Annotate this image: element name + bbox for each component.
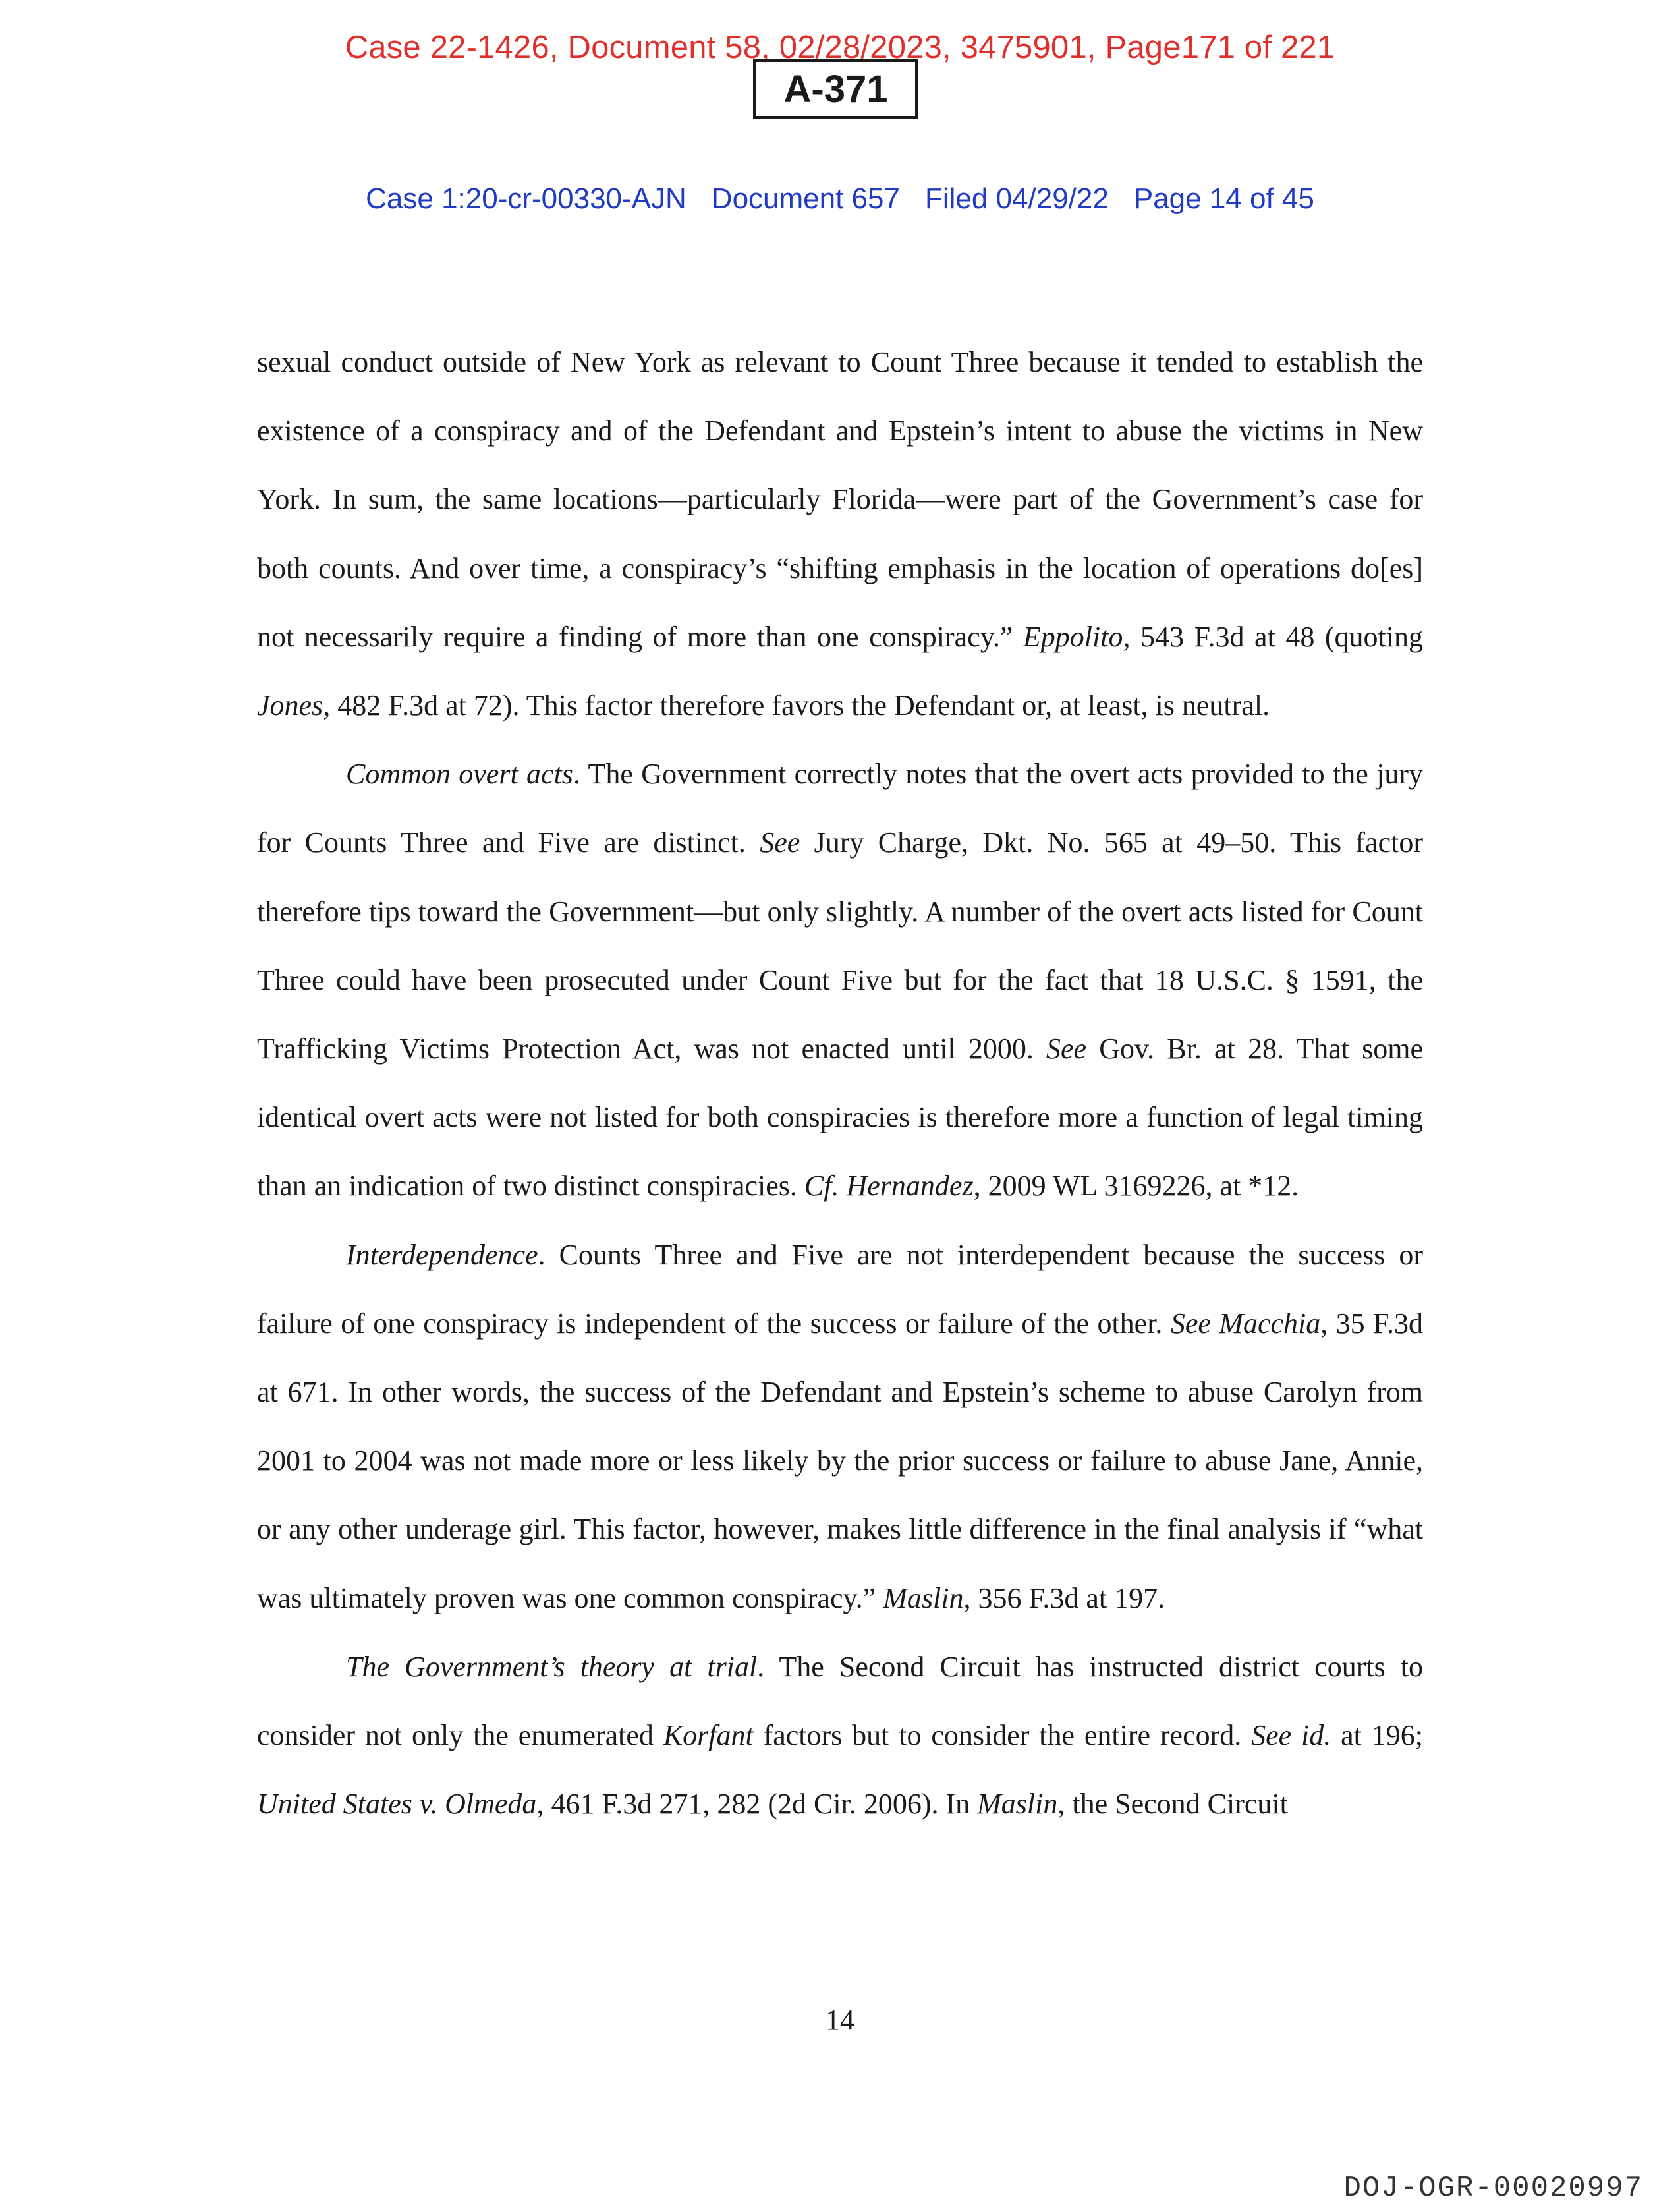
case-citation: Maslin bbox=[883, 1581, 964, 1614]
case-citation: United States v. Olmeda bbox=[257, 1788, 537, 1821]
factor-heading: The Government’s theory at trial bbox=[346, 1650, 758, 1683]
paragraph-government-theory bbox=[257, 1633, 1423, 1839]
signal-word: See bbox=[760, 826, 800, 859]
text-run: factors but to consider the entire record. bbox=[753, 1719, 1252, 1752]
case-citation: Jones bbox=[257, 689, 323, 722]
case-citation: Korfant bbox=[663, 1719, 754, 1752]
factor-heading: Interdependence bbox=[346, 1238, 538, 1271]
opinion-body bbox=[257, 328, 1423, 1838]
bates-number: DOJ-OGR-00020997 bbox=[1343, 2172, 1643, 2205]
text-run: . Counts Three and Five are not interdependent because the success or failure of one conspiracy is independent of the success or failure of the other. bbox=[257, 1238, 1423, 1340]
text-run: sexual conduct outside of New York as relevant to Count Three because it tended to establish the existence of a conspiracy and of the Defendant and Epstein’s intent to abuse the victims in New York. In sum, the same locations—particularly Florida—were part of the Government’s case for both counts. And over time, a conspiracy’s “shifting emphasis in the location of operations do[es] not necessarily require a finding of more than one conspiracy.” bbox=[257, 346, 1423, 653]
text-run: , 356 F.3d at 197. bbox=[963, 1581, 1165, 1614]
text-run: Gov. Br. at 28. That some identical overt acts were not listed for both conspiracies is therefore more a function of legal timing than an indication of two distinct conspiracies. bbox=[257, 1033, 1424, 1203]
text-run: , 543 F.3d at 48 (quoting bbox=[1123, 620, 1423, 653]
text-run: , 482 F.3d at 72). This factor therefore favors the Defendant or, at least, is neutral. bbox=[323, 689, 1270, 722]
factor-heading: Common overt acts bbox=[346, 758, 573, 791]
case-citation: See Macchia bbox=[1170, 1307, 1321, 1340]
text-run: at 196; bbox=[1331, 1719, 1423, 1752]
case-citation: Eppolito bbox=[1022, 620, 1123, 653]
text-run: . The Second Circuit has instructed district courts to consider not only the enumerated bbox=[257, 1650, 1423, 1752]
case-citation: Cf. Hernandez bbox=[804, 1170, 974, 1203]
district-filed-date: Filed 04/29/22 bbox=[924, 183, 1109, 215]
district-case-header bbox=[0, 183, 1680, 215]
case-citation: Maslin bbox=[977, 1788, 1058, 1821]
paragraph-common-overt-acts bbox=[257, 740, 1423, 1220]
signal-word: See id. bbox=[1251, 1719, 1331, 1752]
text-run: . The Government correctly notes that the overt acts provided to the jury for Counts Three and Five are distinct. bbox=[257, 758, 1423, 859]
appellate-case-stamp: Case 22-1426, Document 58, 02/28/2023, 3475901, Page171 of 221 bbox=[345, 30, 1335, 65]
appendix-page-label: A-371 bbox=[753, 59, 918, 119]
text-run: , the Second Circuit bbox=[1057, 1788, 1288, 1821]
paragraph-locations bbox=[257, 328, 1423, 740]
signal-word: See bbox=[1046, 1033, 1087, 1065]
text-run: , 461 F.3d 271, 282 (2d Cir. 2006). In bbox=[536, 1788, 978, 1821]
district-document-number: Document 657 bbox=[711, 183, 900, 215]
district-page-count: Page 14 of 45 bbox=[1133, 183, 1314, 215]
text-run: , 35 F.3d at 671. In other words, the success of the Defendant and Epstein’s scheme to abuse Carolyn from 2001 to 2004 was not made more or less likely by the prior success or failure to abuse Jane, Annie, or any other underage girl. This factor, however, makes little difference in the final analysis if “what was ultimately proven was one common conspiracy.” bbox=[257, 1307, 1424, 1614]
text-run: Jury Charge, Dkt. No. 565 at 49–50. This factor therefore tips toward the Government—but only slightly. A number of the overt acts listed for Count Three could have been prosecuted under Count Five but for the fact that 18 U.S.C. § 1591, the Trafficking Victims Protection Act, was not enacted until 2000. bbox=[257, 826, 1423, 1065]
paragraph-interdependence bbox=[257, 1221, 1423, 1633]
text-run: , 2009 WL 3169226, at *12. bbox=[973, 1170, 1299, 1203]
page-number: 14 bbox=[826, 2004, 854, 2036]
district-case-number: Case 1:20-cr-00330-AJN bbox=[366, 183, 686, 215]
